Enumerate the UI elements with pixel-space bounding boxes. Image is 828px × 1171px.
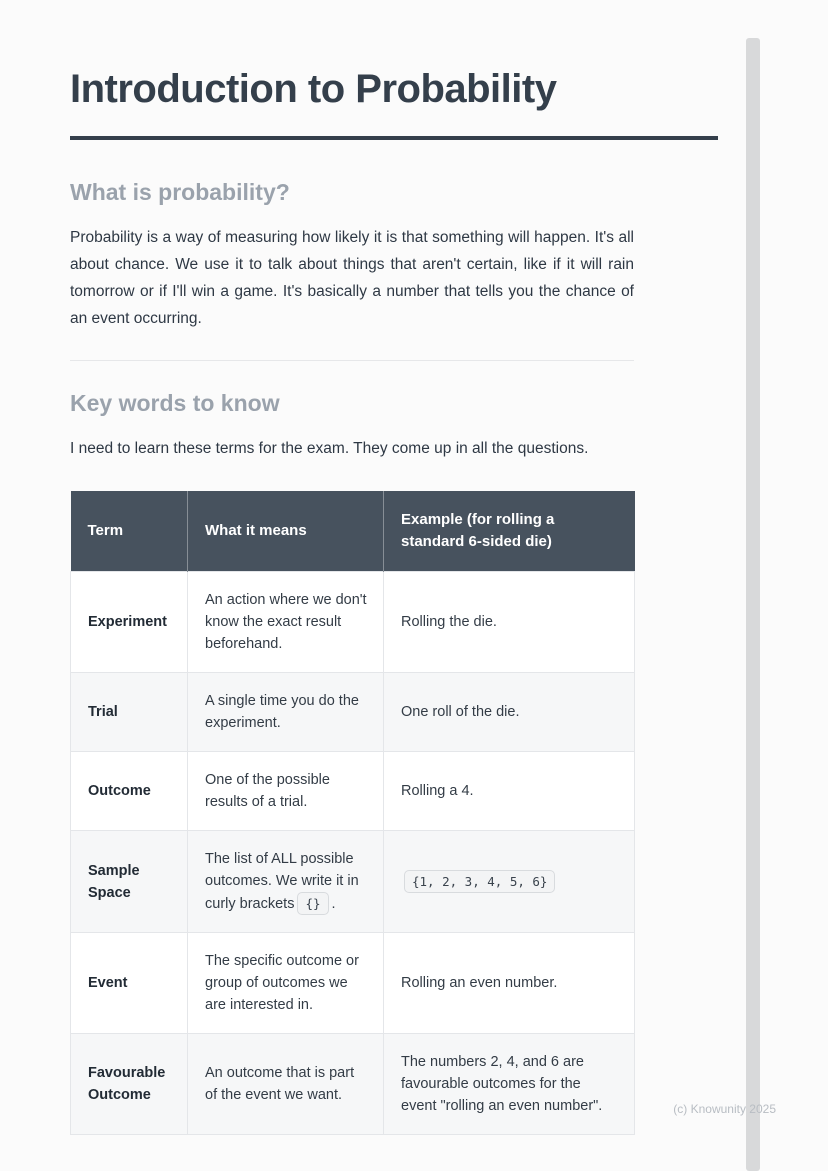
keywords-intro-text: I need to learn these terms for the exam. They come up in all the questions. [70, 440, 589, 457]
meaning-cell: A single time you do the experiment. [188, 673, 384, 752]
meaning-cell [188, 831, 384, 933]
intro-paragraph: Probability is a way of measuring how likely it is that something will happen. It's all about chance. We use it to talk about things that aren't certain, like if it will rain tomorrow or if I'll win a game. It's basically a number that tells you the chance of an event occurring. [70, 229, 634, 327]
footer-credit: (c) Knowunity 2025 [673, 1102, 776, 1116]
sample-space-code-chip: {1, 2, 3, 4, 5, 6} [404, 870, 555, 893]
section-heading-what-is-probability: What is probability? [70, 179, 290, 205]
term-cell: Experiment [71, 572, 188, 673]
term-cell: Trial [71, 673, 188, 752]
meaning-text-suffix: . [331, 896, 336, 912]
example-cell: One roll of the die. [384, 673, 635, 752]
table-row [71, 752, 635, 831]
table-row [71, 673, 635, 752]
example-cell: Rolling a 4. [384, 752, 635, 831]
meaning-cell: One of the possible results of a trial. [188, 752, 384, 831]
meaning-text: The list of ALL possible outcomes. We write it in curly brackets [205, 851, 359, 912]
page-title: Introduction to Probability [70, 67, 557, 111]
table-header-row [71, 491, 635, 572]
curly-brackets-code-chip: {} [297, 892, 328, 915]
table-header-meaning: What it means [188, 491, 384, 572]
example-cell: The numbers 2, 4, and 6 are favourable outcomes for the event "rolling an even number". [384, 1034, 635, 1135]
section-heading-key-words: Key words to know [70, 390, 280, 416]
title-underline-rule [70, 136, 718, 140]
term-cell: Event [71, 933, 188, 1034]
meaning-cell: The specific outcome or group of outcomes we are interested in. [188, 933, 384, 1034]
term-cell: Sample Space [71, 831, 188, 933]
document-content [70, 0, 718, 1135]
term-cell: Favourable Outcome [71, 1034, 188, 1135]
meaning-cell: An action where we don't know the exact result beforehand. [188, 572, 384, 673]
term-cell: Outcome [71, 752, 188, 831]
table-header-term: Term [71, 491, 188, 572]
keywords-table [70, 491, 635, 1135]
table-row [71, 831, 635, 933]
table-row [71, 572, 635, 673]
meaning-cell: An outcome that is part of the event we want. [188, 1034, 384, 1135]
table-row [71, 1034, 635, 1135]
scrollbar-thumb[interactable] [746, 38, 760, 1171]
table-header-example: Example (for rolling a standard 6-sided die) [384, 491, 635, 572]
example-cell: Rolling an even number. [384, 933, 635, 1034]
example-cell [384, 831, 635, 933]
section-divider [70, 360, 634, 361]
table-row [71, 933, 635, 1034]
example-cell: Rolling the die. [384, 572, 635, 673]
